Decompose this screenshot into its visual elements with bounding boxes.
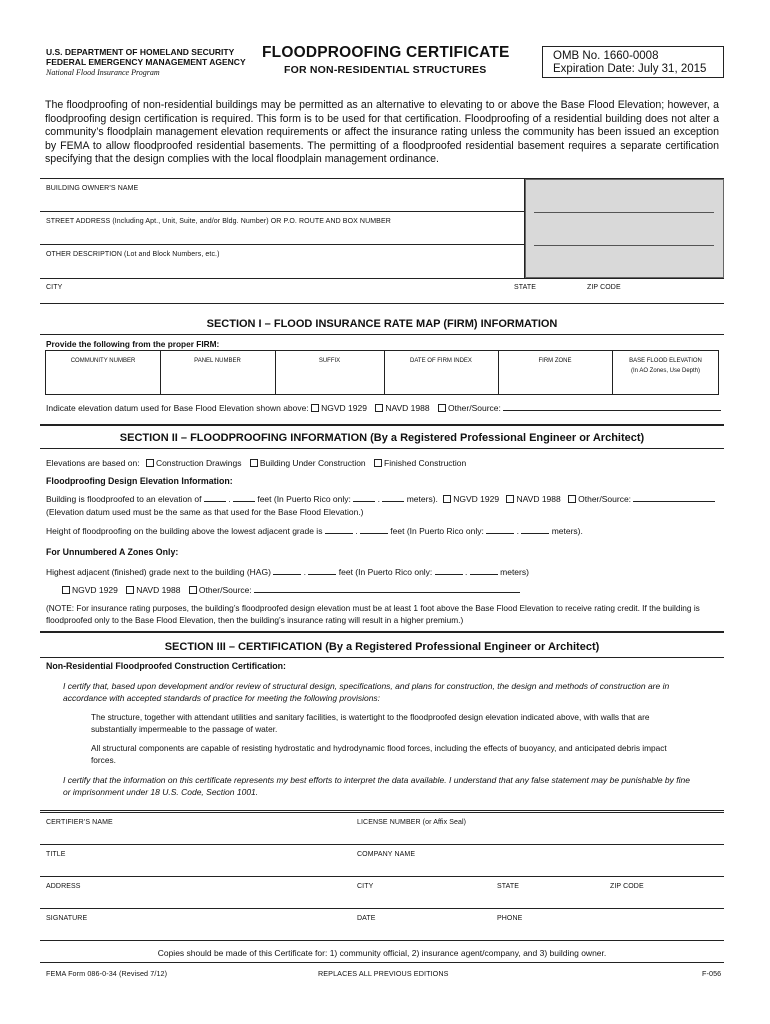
divider <box>40 962 724 963</box>
checkbox-navd-1988-s2[interactable] <box>506 495 514 503</box>
city-state-zip-field[interactable] <box>40 292 724 302</box>
divider <box>40 810 724 811</box>
checkbox-building-under-construction[interactable] <box>250 459 258 467</box>
phone-label: PHONE <box>497 915 523 922</box>
hag-datum-row <box>62 585 520 595</box>
firm-provide-heading: Provide the following from the proper FIRM: <box>46 339 220 349</box>
datum-note: (Elevation datum used must be the same as that used for the Base Flood Elevation.) <box>46 507 364 517</box>
street-address-label: STREET ADDRESS (Including Apt., Unit, Suite, and/or Bldg. Number) OR P.O. ROUTE AND BOX NUMBER <box>46 218 391 225</box>
license-number-field[interactable] <box>352 827 724 842</box>
certify-statement-2: I certify that the information on this certificate represents my best efforts to interpret the data available. I understand that any false statement may be punishable by fine or imprisonment under 18 U.S. Code, Section 1001. <box>63 775 690 797</box>
option-navd-1988: NAVD 1988 <box>385 403 430 413</box>
option-construction-drawings: Construction Drawings <box>155 458 242 468</box>
panel-number-input[interactable] <box>162 373 274 393</box>
form-title: FLOODPROOFING CERTIFICATE <box>262 44 510 61</box>
company-name-field[interactable] <box>352 859 724 874</box>
option-other-source: Other/Source: <box>447 403 501 413</box>
col-firm-zone: FIRM ZONE <box>538 358 572 364</box>
company-use-line <box>534 212 714 213</box>
intro-paragraph: The floodproofing of non-residential buildings may be permitted as an alternative to elevating to or above the Base Flood Elevation; however, a floodproofing design certification is required. This form is to be used for that certification. Floodproofing of a residential building does not alter a community’s floodplain management elevation requirements or affect the insurance rating unless the community has been issued an exception by FEMA to allow floodproofed residential basements. The permitting of a floodproofed residential basement requires a separate certification specifying that the design complies with the local floodplain management ordinance. <box>45 99 719 166</box>
height-feet-label: feet (In Puerto Rico only: <box>390 526 484 536</box>
divider <box>40 908 724 909</box>
phone-field[interactable] <box>494 923 724 938</box>
col-bfe-note: (In AO Zones, Use Depth) <box>630 368 701 374</box>
height-floodproofing-row: Height of floodproofing on the building above the lowest adjacent grade is . feet (In Puerto Rico only: . meters). <box>46 526 583 536</box>
zip-label: ZIP CODE <box>587 284 621 291</box>
checkbox-ngvd-1929-hag[interactable] <box>62 586 70 594</box>
firm-table <box>45 350 719 395</box>
elevations-basis-row <box>46 458 466 468</box>
checkbox-ngvd-1929-s2[interactable] <box>443 495 451 503</box>
non-residential-cert-heading: Non-Residential Floodproofed Construction Certification: <box>46 661 286 671</box>
certify-statement-1: I certify that, based upon development and/or review of structural design, specifications, and plans for construction, the design and methods of construction are in accordance with accepted standards of practice for meeting the following provisions: <box>63 681 670 703</box>
license-number-label: LICENSE NUMBER (or Affix Seal) <box>357 819 467 826</box>
section-1-title: SECTION I – FLOOD INSURANCE RATE MAP (FIRM) INFORMATION <box>206 318 558 330</box>
state-label: STATE <box>514 284 537 291</box>
elevation-feet-whole-input[interactable] <box>204 494 226 502</box>
company-use-line <box>534 245 714 246</box>
bfe-input[interactable] <box>614 377 718 393</box>
checkbox-other-source[interactable] <box>438 404 446 412</box>
form-code: F-056 <box>702 969 722 978</box>
col-base-flood-elevation: BASE FLOOD ELEVATION <box>629 358 702 364</box>
hag-feet-label: feet (In Puerto Rico only: <box>338 567 433 577</box>
certifier-city-label: CITY <box>357 883 374 890</box>
height-meters-decimal-input[interactable] <box>521 526 549 534</box>
checkbox-other-source-s2[interactable] <box>568 495 576 503</box>
divider <box>40 211 524 212</box>
certifier-zip-label: ZIP CODE <box>610 883 644 890</box>
option-building-under-construction: Building Under Construction <box>259 458 366 468</box>
date-field[interactable] <box>352 923 492 938</box>
checkbox-finished-construction[interactable] <box>374 459 382 467</box>
col-community-number: COMMUNITY NUMBER <box>70 358 136 364</box>
insurance-note: (NOTE: For insurance rating purposes, the building’s floodproofed design elevation must be at least 1 foot above the Base Flood Elevation to receive rating credit. If the building is floodproofed only to the Base Flood Elevation, then the building’s insurance rating will result in a higher premium.) <box>46 603 700 625</box>
provision-structural: All structural components are capable of resisting hydrostatic and hydrodynamic flood forces, including the effects of buoyancy, and anticipated debris impact forces. <box>91 743 667 765</box>
date-label: DATE <box>357 915 376 922</box>
datum-prompt: Indicate elevation datum used for Base Flood Elevation shown above: <box>46 403 309 413</box>
col-suffix: SUFFIX <box>318 358 341 364</box>
datum-row-1 <box>46 403 721 413</box>
suffix-input[interactable] <box>277 373 383 393</box>
floodproofed-elevation-label: Building is floodproofed to an elevation of <box>46 494 202 504</box>
expiration-date: Expiration Date: July 31, 2015 <box>553 63 707 75</box>
section-3-title: SECTION III – CERTIFICATION (By a Registered Professional Engineer or Architect) <box>164 641 600 653</box>
hag-meters-decimal-input[interactable] <box>470 567 498 575</box>
omb-number: OMB No. 1660-0008 <box>553 50 659 62</box>
hag-meters-label: meters) <box>500 567 529 577</box>
elevations-based-label: Elevations are based on: <box>46 458 140 468</box>
owner-name-label: BUILDING OWNER’S NAME <box>46 185 139 192</box>
section-2-title: SECTION II – FLOODPROOFING INFORMATION (By a Registered Professional Engineer or Architect) <box>119 432 645 444</box>
divider <box>40 244 524 245</box>
divider <box>40 844 724 845</box>
certifier-state-label: STATE <box>497 883 520 890</box>
checkbox-ngvd-1929[interactable] <box>311 404 319 412</box>
certifier-name-label: CERTIFIER’S NAME <box>46 819 113 826</box>
title-field[interactable] <box>40 859 350 874</box>
replaces-editions: REPLACES ALL PREVIOUS EDITIONS <box>318 969 449 978</box>
option-navd-1988-s2: NAVD 1988 <box>516 494 561 504</box>
form-subtitle: FOR NON-RESIDENTIAL STRUCTURES <box>284 64 487 76</box>
feet-pr-label: feet (In Puerto Rico only: <box>257 494 351 504</box>
divider <box>40 334 724 335</box>
title-label: TITLE <box>46 851 66 858</box>
design-elevation-heading: Floodproofing Design Elevation Information: <box>46 476 233 486</box>
other-source-input-s2[interactable] <box>633 494 715 502</box>
program-name: National Flood Insurance Program <box>46 68 160 77</box>
other-source-input-hag[interactable] <box>254 585 520 593</box>
hag-feet-whole-input[interactable] <box>273 567 301 575</box>
col-date-firm-index: DATE OF FIRM INDEX <box>410 358 472 364</box>
height-meters-whole-input[interactable] <box>486 526 514 534</box>
address-label: ADDRESS <box>46 883 81 890</box>
hag-meters-whole-input[interactable] <box>435 567 463 575</box>
divider <box>40 424 724 426</box>
divider <box>40 448 724 449</box>
floodproofed-elevation-row: Building is floodproofed to an elevation of . feet (In Puerto Rico only: . meters). NGVD 1929 NAVD 1988 Other/Source: <box>46 494 715 504</box>
height-meters-label: meters). <box>551 526 583 536</box>
checkbox-navd-1988-hag[interactable] <box>126 586 134 594</box>
divider <box>40 876 724 877</box>
option-navd-1988-hag: NAVD 1988 <box>136 585 181 595</box>
company-name-label: COMPANY NAME <box>357 851 416 858</box>
street-address-field[interactable] <box>40 227 524 243</box>
form-id: FEMA Form 086-0-34 (Revised 7/12) <box>46 969 168 978</box>
elevation-meters-decimal-input[interactable] <box>382 494 404 502</box>
hag-label: Highest adjacent (finished) grade next to the building (HAG) <box>46 567 271 577</box>
checkbox-navd-1988[interactable] <box>375 404 383 412</box>
divider <box>40 631 724 633</box>
signature-label: SIGNATURE <box>46 915 88 922</box>
firm-zone-input[interactable] <box>500 373 611 393</box>
city-label: CITY <box>46 284 63 291</box>
community-number-input[interactable] <box>47 373 159 393</box>
option-ngvd-1929-s2: NGVD 1929 <box>453 494 500 504</box>
company-use-box <box>525 179 724 278</box>
checkbox-construction-drawings[interactable] <box>146 459 154 467</box>
certifier-address-field[interactable] <box>40 891 724 906</box>
copies-note: Copies should be made of this Certificate for: 1) community official, 2) insurance agent/company, and 3) building owner. <box>157 948 607 958</box>
divider <box>40 657 724 658</box>
option-other-source-s2: Other/Source: <box>578 494 632 504</box>
other-description-label: OTHER DESCRIPTION (Lot and Block Numbers, etc.) <box>46 251 220 258</box>
divider <box>40 303 724 304</box>
omb-box <box>542 46 724 78</box>
signature-field[interactable] <box>40 923 350 938</box>
option-other-source-hag: Other/Source: <box>198 585 252 595</box>
divider <box>40 278 724 279</box>
height-floodproofing-label: Height of floodproofing on the building above the lowest adjacent grade is <box>46 526 323 536</box>
meters-label: meters). <box>406 494 438 504</box>
elevation-meters-whole-input[interactable] <box>353 494 375 502</box>
provision-watertight: The structure, together with attendant utilities and sanitary facilities, is watertight to the floodproofed design elevation indicated above, with walls that are substantially impermeable to the passage of water. <box>91 712 650 734</box>
date-firm-index-input[interactable] <box>386 373 497 393</box>
col-panel-number: PANEL NUMBER <box>194 358 241 364</box>
elevation-feet-decimal-input[interactable] <box>233 494 255 502</box>
other-source-input[interactable] <box>503 403 721 411</box>
divider <box>40 812 724 813</box>
option-finished-construction: Finished Construction <box>384 458 467 468</box>
height-feet-decimal-input[interactable] <box>360 526 388 534</box>
hag-row: Highest adjacent (finished) grade next to the building (HAG) . feet (In Puerto Rico only: . meters) <box>46 567 529 577</box>
agency-line-1: U.S. DEPARTMENT OF HOMELAND SECURITY <box>46 47 235 57</box>
owner-name-field[interactable] <box>40 194 524 210</box>
unnumbered-a-zones-heading: For Unnumbered A Zones Only: <box>46 547 179 557</box>
other-description-field[interactable] <box>40 260 524 276</box>
divider <box>40 940 724 941</box>
hag-feet-decimal-input[interactable] <box>308 567 336 575</box>
height-feet-whole-input[interactable] <box>325 526 353 534</box>
agency-line-2: FEDERAL EMERGENCY MANAGEMENT AGENCY <box>46 57 246 67</box>
option-ngvd-1929-hag: NGVD 1929 <box>72 585 118 595</box>
checkbox-other-source-hag[interactable] <box>189 586 197 594</box>
certifier-name-field[interactable] <box>40 827 350 842</box>
option-ngvd-1929: NGVD 1929 <box>321 403 367 413</box>
